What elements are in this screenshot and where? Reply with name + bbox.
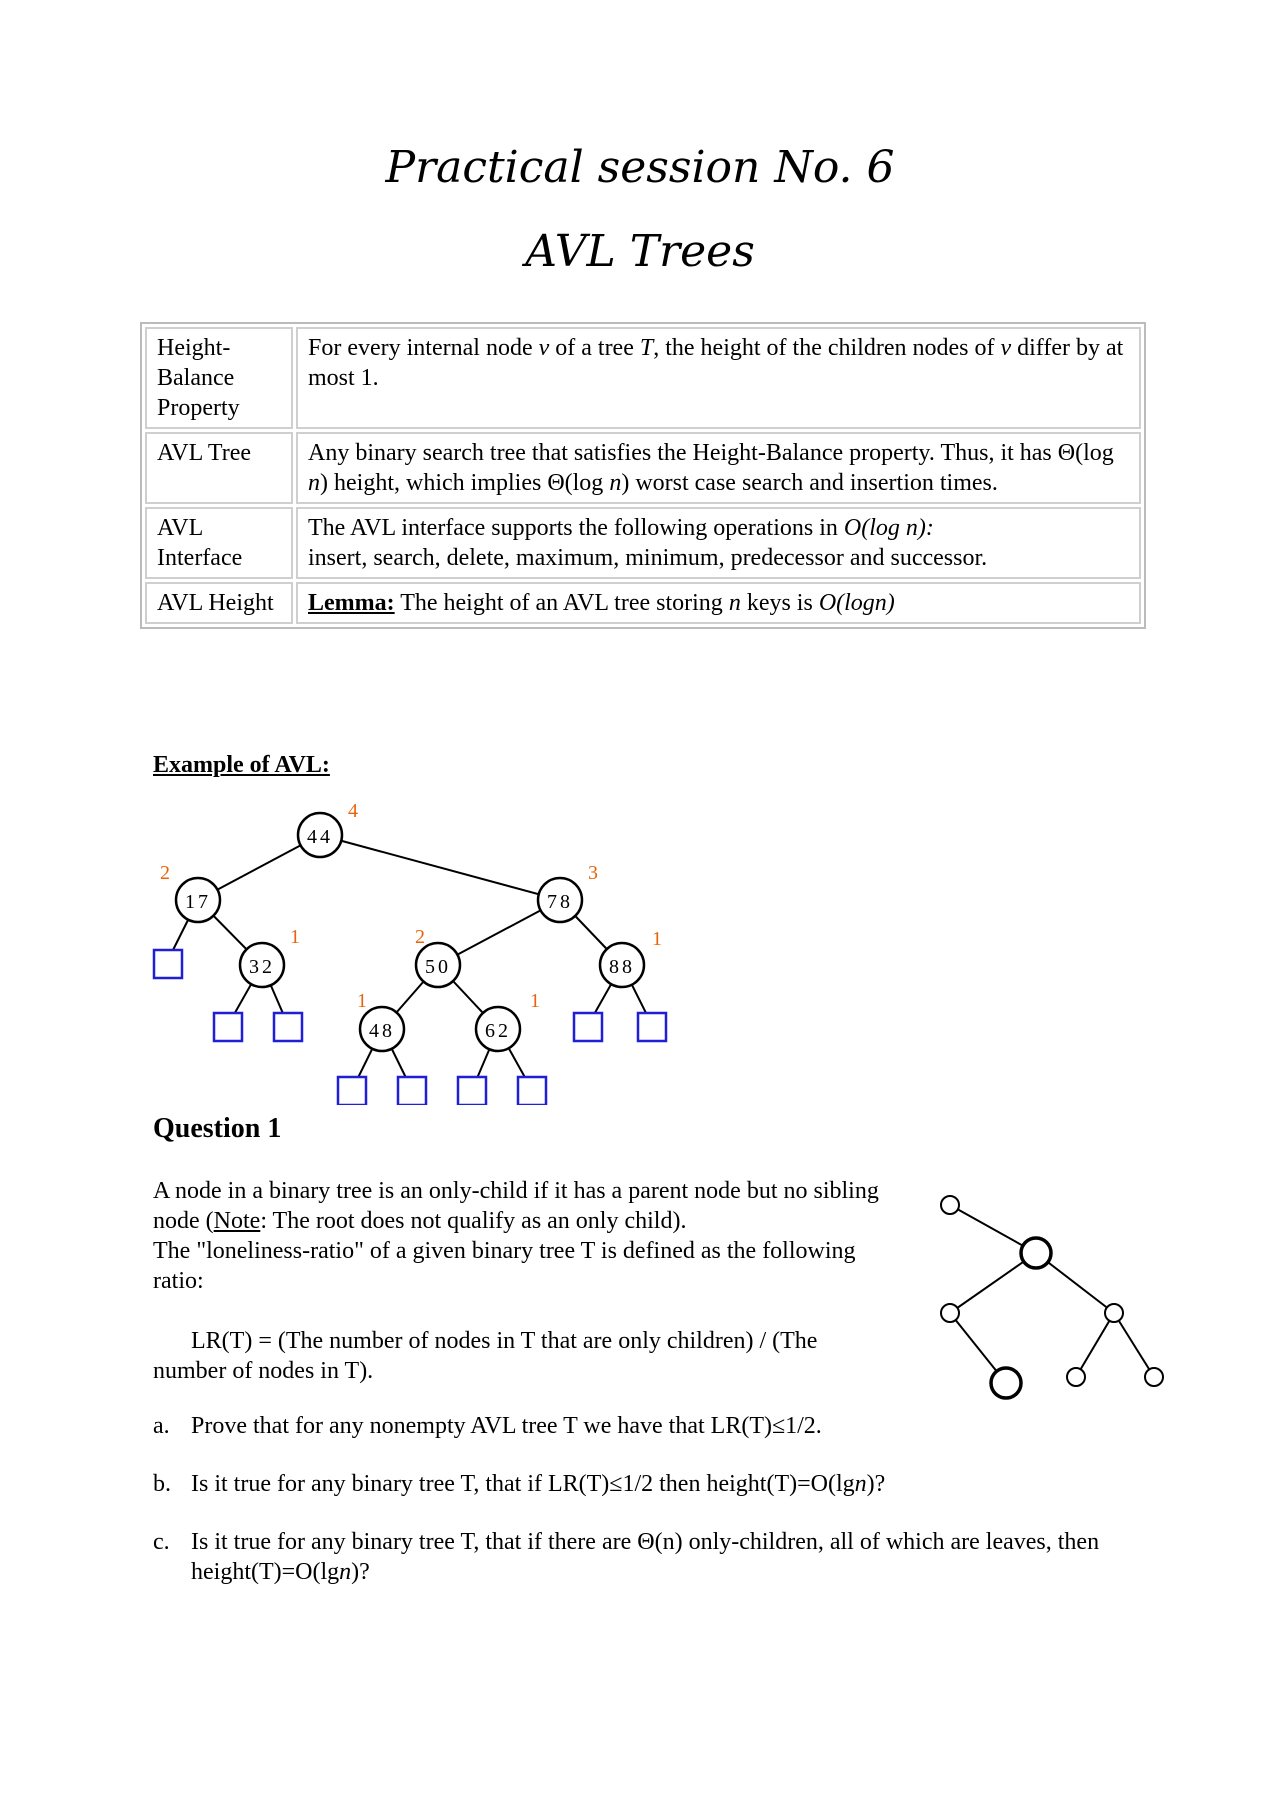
leaf-square	[338, 1077, 366, 1105]
definitions-table	[140, 322, 1146, 629]
avl-node	[240, 943, 284, 987]
avl-node	[600, 943, 644, 987]
leaf-square	[214, 1013, 242, 1041]
avl-node	[416, 943, 460, 987]
definition-row	[145, 582, 1141, 624]
height-labels	[160, 800, 662, 1012]
tree-node	[1067, 1368, 1085, 1386]
definition-desc: For every internal node v of a tree T, the height of the children nodes of v differ by at most 1.	[296, 327, 1141, 429]
question-heading: Question 1	[153, 1113, 282, 1144]
tree-node	[941, 1196, 959, 1214]
height-label: 1	[357, 990, 367, 1012]
svg-text:48: 48	[369, 1020, 395, 1042]
height-label: 1	[652, 928, 662, 950]
question-parts	[153, 1411, 1143, 1615]
svg-text:44: 44	[307, 826, 333, 848]
svg-text:17: 17	[185, 891, 211, 913]
lr-formula: LR(T) = (The number of nodes in T that are only children) / (The number of nodes in T).	[153, 1328, 818, 1384]
svg-text:78: 78	[547, 891, 573, 913]
question-paragraph: The "loneliness-ratio" of a given binary tree T is defined as the following ratio:	[153, 1238, 856, 1294]
leaf-square	[518, 1077, 546, 1105]
avl-tree-diagram	[140, 795, 700, 1105]
definition-row	[145, 432, 1141, 504]
leaf-square	[574, 1013, 602, 1041]
svg-text:62: 62	[485, 1020, 511, 1042]
height-label: 4	[348, 800, 358, 822]
definition-term: AVL Height	[145, 582, 293, 624]
leaf-square	[154, 950, 182, 978]
height-label: 2	[415, 926, 425, 948]
avl-node	[476, 1007, 520, 1051]
definition-term: AVL Tree	[145, 432, 293, 504]
definition-desc: The AVL interface supports the following operations in O(log n): insert, search, delete, maximum, minimum, predecessor and successor.	[296, 507, 1141, 579]
svg-text:32: 32	[249, 956, 275, 978]
avl-node	[360, 1007, 404, 1051]
definition-desc: Any binary search tree that satisfies the Height-Balance property. Thus, it has Θ(log n) height, which implies Θ(log n) worst case search and insertion times.	[296, 432, 1141, 504]
question-part: a. Prove that for any nonempty AVL tree T we have that LR(T)≤1/2.	[153, 1413, 822, 1439]
height-label: 1	[530, 990, 540, 1012]
svg-text:88: 88	[609, 956, 635, 978]
height-label: 2	[160, 862, 170, 884]
tree-node	[1021, 1238, 1051, 1268]
question-part: b. Is it true for any binary tree T, that if LR(T)≤1/2 then height(T)=O(lgn)?	[153, 1471, 886, 1497]
external-leaves	[154, 950, 666, 1105]
question-text	[153, 1176, 893, 1386]
leaf-square	[458, 1077, 486, 1105]
definition-row	[145, 327, 1141, 429]
svg-text:50: 50	[425, 956, 451, 978]
example-tree-diagram	[930, 1185, 1170, 1410]
leaf-square	[398, 1077, 426, 1105]
question-paragraph: A node in a binary tree is an only-child if it has a parent node but no sibling node (Note: The root does not qualify as an only child).	[153, 1178, 879, 1234]
avl-node	[298, 813, 342, 857]
leaf-square	[638, 1013, 666, 1041]
page-subtitle: AVL Trees	[525, 226, 755, 277]
question-part: c. Is it true for any binary tree T, that if there are Θ(n) only-children, all of which are leaves, then height(T)=O(lgn)?	[153, 1529, 1100, 1585]
page-title: Practical session No. 6	[385, 142, 895, 193]
tree-node	[1145, 1368, 1163, 1386]
avl-node	[538, 878, 582, 922]
tree-node	[1105, 1304, 1123, 1322]
definition-term: Height-Balance Property	[145, 327, 293, 429]
example-heading: Example of AVL:	[153, 752, 330, 778]
definition-term: AVL Interface	[145, 507, 293, 579]
tree-node	[941, 1304, 959, 1322]
leaf-square	[274, 1013, 302, 1041]
definition-desc: Lemma: The height of an AVL tree storing n keys is O(logn)	[296, 582, 1141, 624]
height-label: 1	[290, 926, 300, 948]
avl-node	[176, 878, 220, 922]
tree-node	[991, 1368, 1021, 1398]
definition-row	[145, 507, 1141, 579]
height-label: 3	[588, 862, 598, 884]
